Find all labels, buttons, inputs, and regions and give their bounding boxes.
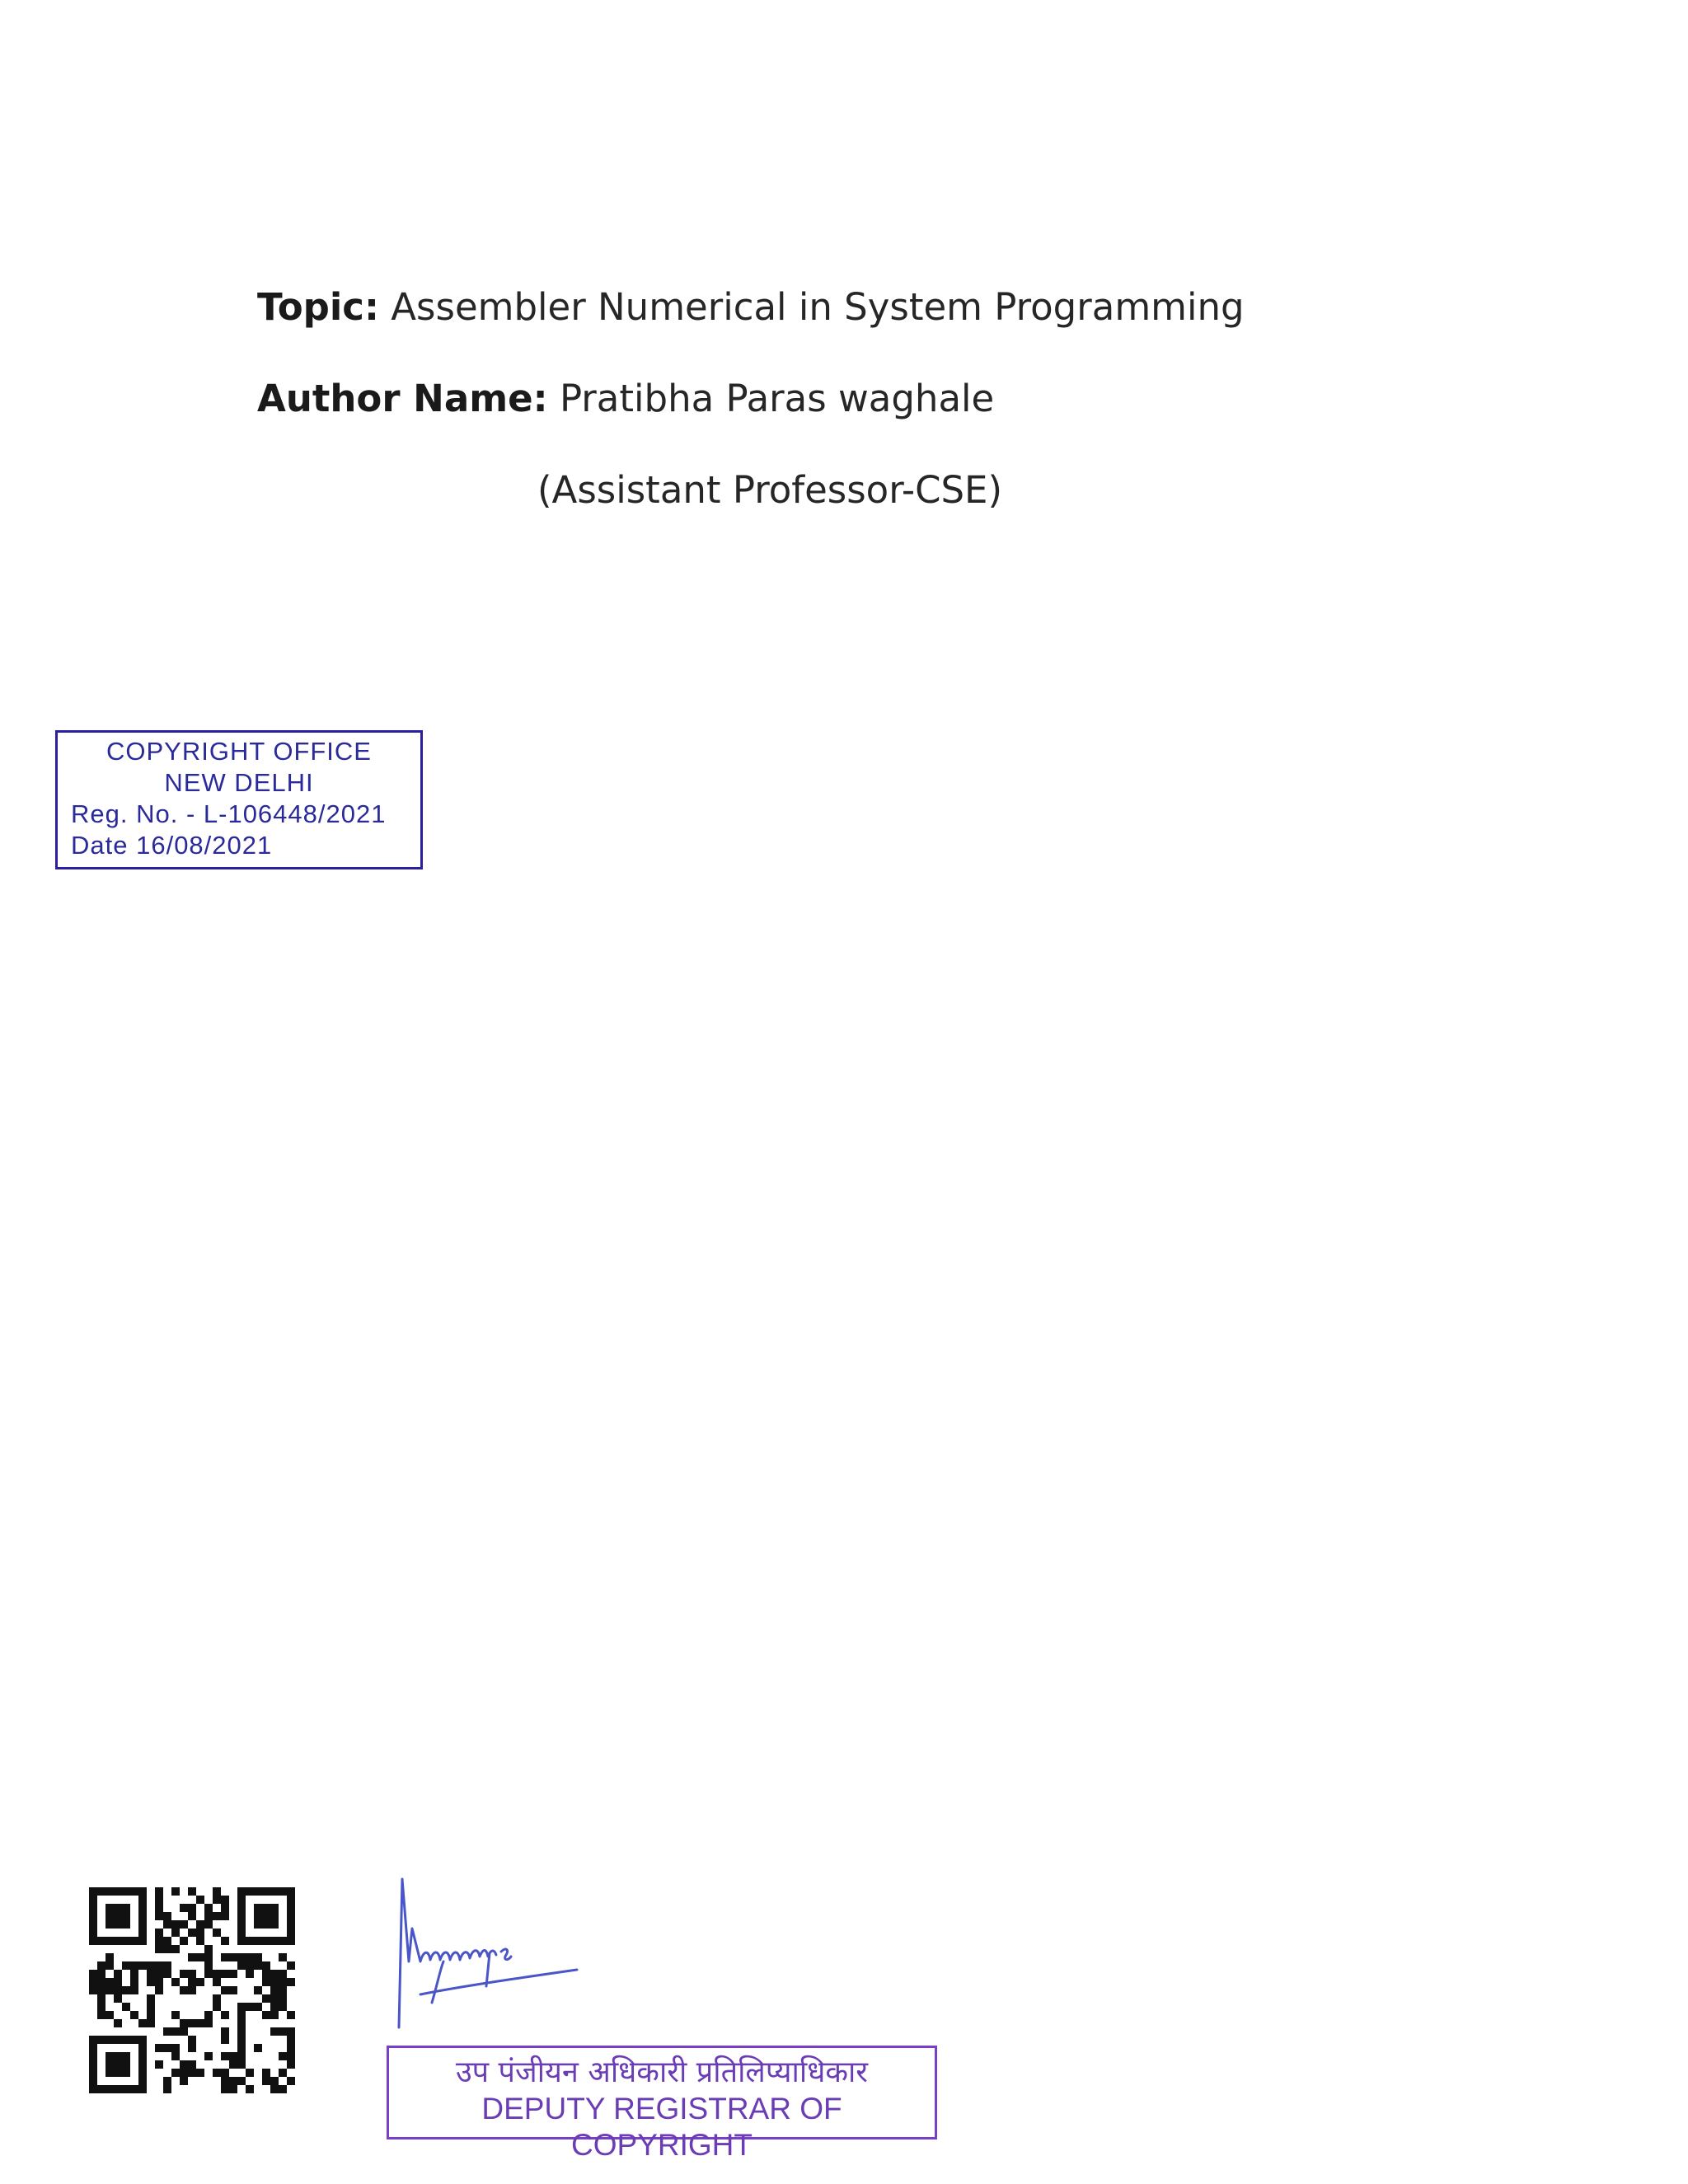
registrar-title-hindi: उप पंजीयन अधिकारी प्रतिलिप्याधिकार: [455, 2055, 869, 2089]
topic-value: Assembler Numerical in System Programming: [391, 285, 1245, 329]
topic-label: Topic:: [257, 285, 379, 329]
stamp-city-line: NEW DELHI: [164, 768, 314, 797]
qr-code-icon: [89, 1887, 295, 2093]
copyright-office-stamp: [55, 730, 423, 869]
signature-icon: [387, 1871, 651, 2036]
author-line: [257, 377, 995, 420]
stamp-office-line: COPYRIGHT OFFICE: [106, 737, 372, 766]
deputy-registrar-stamp: [387, 2046, 937, 2162]
registrar-title-english: DEPUTY REGISTRAR OF COPYRIGHT: [481, 2092, 842, 2162]
stamp-date: Date 16/08/2021: [71, 831, 273, 860]
author-value: Pratibha Paras waghale: [559, 377, 995, 420]
stamp-reg-number: Reg. No. - L-106448/2021: [71, 799, 387, 828]
topic-line: [257, 285, 1245, 329]
author-label: Author Name:: [257, 377, 548, 420]
author-designation: (Assistant Professor-CSE): [537, 468, 1003, 512]
